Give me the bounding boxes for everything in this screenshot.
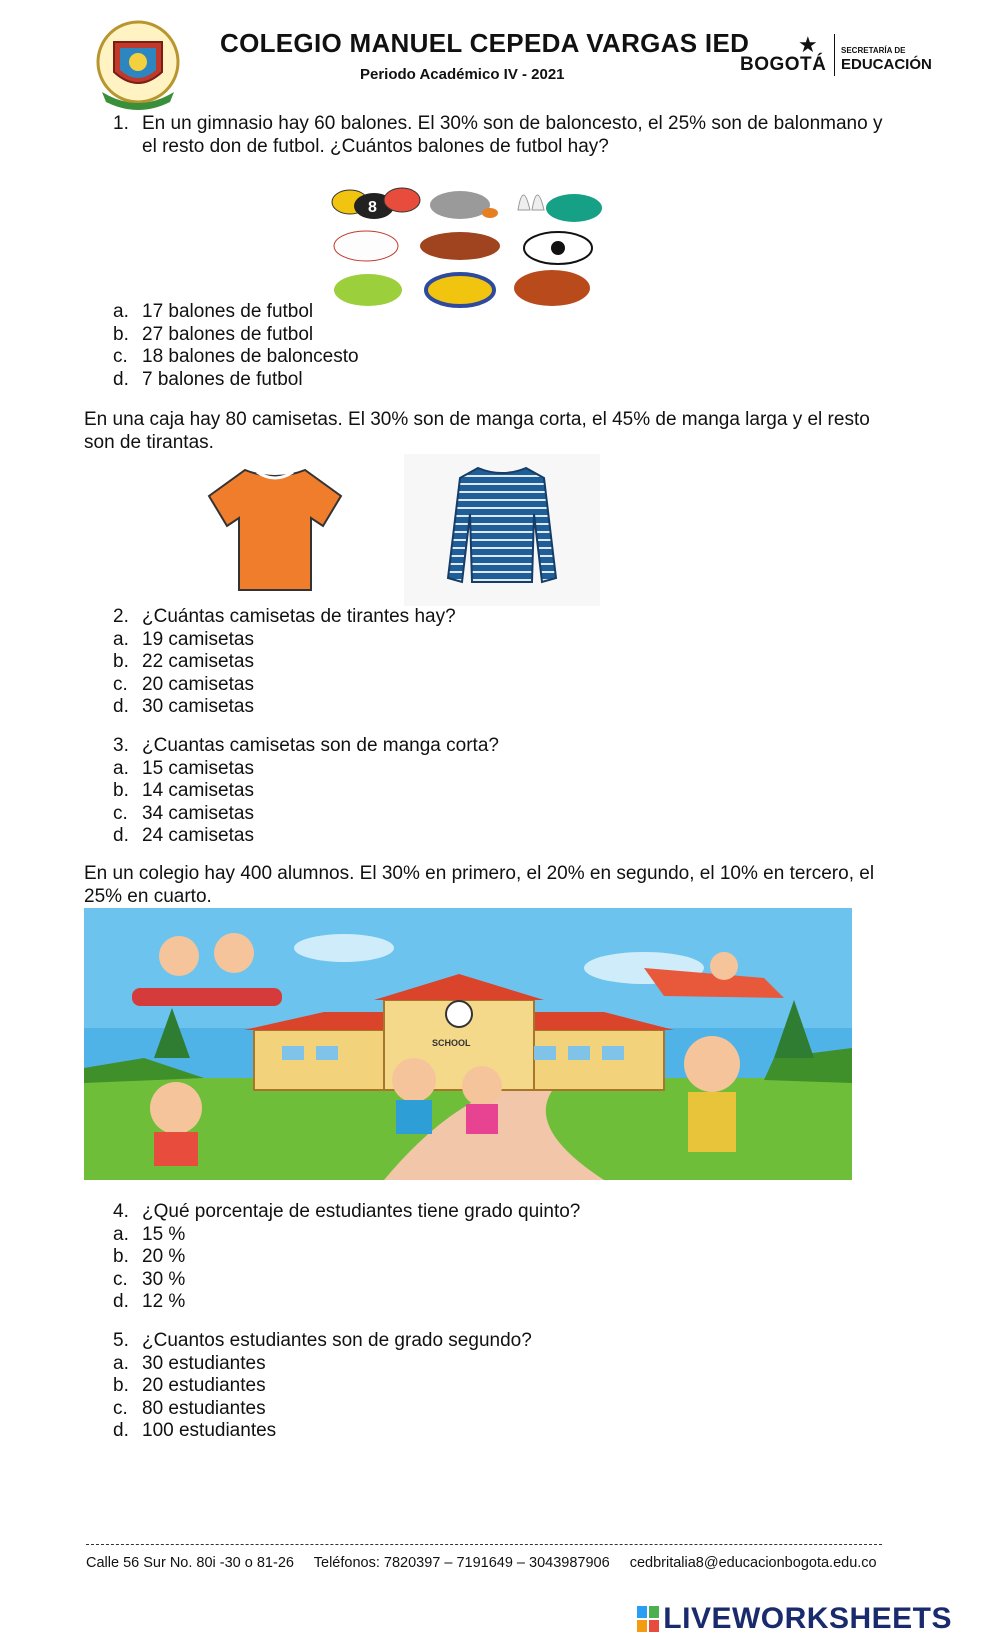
question-number: 3. [113,735,129,756]
option-b[interactable] [113,1246,580,1269]
option-text: 12 % [142,1291,186,1312]
question-text-line2: el resto don de futbol. ¿Cuántos balones de futbol hay? [142,135,609,157]
question-text: ¿Cuantos estudiantes son de grado segundo? [142,1330,532,1351]
option-a[interactable] [113,1353,532,1376]
option-letter: c. [113,1268,128,1290]
option-d[interactable] [113,1420,532,1443]
liveworksheets-watermark[interactable] [637,1602,952,1636]
school-crest [84,18,192,110]
question-2-text [113,606,456,629]
option-b[interactable] [113,1375,532,1398]
question-5-text [113,1330,532,1353]
option-text: 80 estudiantes [142,1397,266,1419]
school-illustration [84,908,852,1180]
option-letter: c. [113,346,128,367]
secretaria-label: SECRETARÍA DE [841,46,906,55]
star-icon: ★ [798,32,818,57]
logo-divider [834,34,835,76]
option-text: 27 balones de futbol [142,323,314,345]
bogota-wordmark: BOGOTÁ [740,54,827,75]
question-number: 1. [113,113,129,134]
option-text: 34 camisetas [142,802,254,824]
paragraph-line2: son de tirantas. [84,431,214,453]
option-b[interactable] [113,324,359,347]
q1-options [113,301,359,391]
orange-tshirt-image [205,466,345,594]
option-c[interactable] [113,674,456,697]
option-letter: a. [113,1223,129,1245]
footer-email: cedbritalia8@educacionbogota.edu.co [629,1555,877,1571]
liveworksheets-icon [637,1606,659,1632]
school-name: COLEGIO MANUEL CEPEDA VARGAS IED [220,28,750,58]
option-letter: b. [113,323,129,345]
option-a[interactable] [113,629,456,652]
option-text: 22 camisetas [142,651,254,672]
option-letter: d. [113,1420,129,1441]
footer-phones: Teléfonos: 7820397 – 7191649 – 3043987906 [313,1555,610,1571]
question-3-text [113,735,499,758]
question-5 [113,1330,532,1443]
option-b[interactable] [113,651,456,674]
option-letter: c. [113,802,128,824]
question-text: ¿Cuantas camisetas son de manga corta? [142,735,499,756]
option-text: 30 estudiantes [142,1352,266,1374]
footer-divider [86,1544,882,1545]
question-number: 2. [113,606,129,627]
option-d[interactable] [113,696,456,719]
bogota-logo [740,32,932,82]
option-letter: d. [113,825,129,846]
educacion-label: EDUCACIÓN [841,56,932,73]
school-sign: SCHOOL [432,1038,471,1048]
option-b[interactable] [113,780,499,803]
option-letter: b. [113,651,129,672]
option-text: 30 camisetas [142,696,254,717]
paragraph-line2: 25% en cuarto. [84,885,212,907]
option-text: 30 % [142,1268,186,1290]
question-1 [113,113,913,158]
option-c[interactable] [113,346,359,369]
option-letter: c. [113,1397,128,1419]
option-text: 17 balones de futbol [142,301,314,322]
option-a[interactable] [113,758,499,781]
academic-period: Periodo Académico IV - 2021 [360,66,565,83]
paragraph-line1: En una caja hay 80 camisetas. El 30% son de manga corta, el 45% de manga larga y el resto [84,409,870,430]
paragraph-line1: En un colegio hay 400 alumnos. El 30% en primero, el 20% en segundo, el 10% en tercero, el [84,863,875,884]
option-text: 19 camisetas [142,628,254,650]
option-a[interactable] [113,1224,580,1247]
option-text: 20 camisetas [142,673,254,695]
option-d[interactable] [113,1291,580,1314]
option-a[interactable] [113,301,359,324]
students-paragraph [84,863,944,908]
balls-image [318,180,618,320]
question-4-text [113,1201,580,1224]
option-c[interactable] [113,1269,580,1292]
option-letter: b. [113,1375,129,1396]
option-letter: a. [113,757,129,779]
option-text: 100 estudiantes [142,1420,277,1441]
question-text-line1: En un gimnasio hay 60 balones. El 30% son de baloncesto, el 25% son de balonmano y [142,113,883,134]
striped-longsleeve-image [404,454,600,606]
option-text: 7 balones de futbol [142,368,303,390]
option-text: 15 % [142,1223,186,1245]
option-text: 15 camisetas [142,757,254,779]
option-letter: b. [113,1246,129,1267]
option-letter: c. [113,673,128,695]
question-3 [113,735,499,848]
option-letter: a. [113,301,129,322]
svg-text:8: 8 [368,199,377,216]
question-text: ¿Cuántas camisetas de tirantes hay? [142,606,456,627]
shirts-paragraph [84,409,944,454]
option-text: 18 balones de baloncesto [142,346,359,367]
option-c[interactable] [113,1398,532,1421]
option-letter: b. [113,780,129,801]
liveworksheets-text: LIVEWORKSHEETS [663,1602,952,1635]
option-letter: a. [113,1352,129,1374]
option-letter: d. [113,368,129,390]
option-text: 20 estudiantes [142,1375,266,1396]
option-letter: d. [113,696,129,717]
question-number: 4. [113,1201,129,1222]
footer-address: Calle 56 Sur No. 80i -30 o 81-26 [86,1555,294,1571]
option-letter: a. [113,628,129,650]
question-number: 5. [113,1330,129,1351]
footer [86,1555,893,1571]
option-text: 24 camisetas [142,825,254,846]
option-d[interactable] [113,369,359,392]
question-text: ¿Qué porcentaje de estudiantes tiene grado quinto? [142,1201,581,1222]
option-text: 20 % [142,1246,186,1267]
question-4 [113,1201,580,1314]
option-d[interactable] [113,825,499,848]
option-text: 14 camisetas [142,780,254,801]
option-c[interactable] [113,803,499,826]
question-2 [113,606,456,719]
option-letter: d. [113,1291,129,1312]
